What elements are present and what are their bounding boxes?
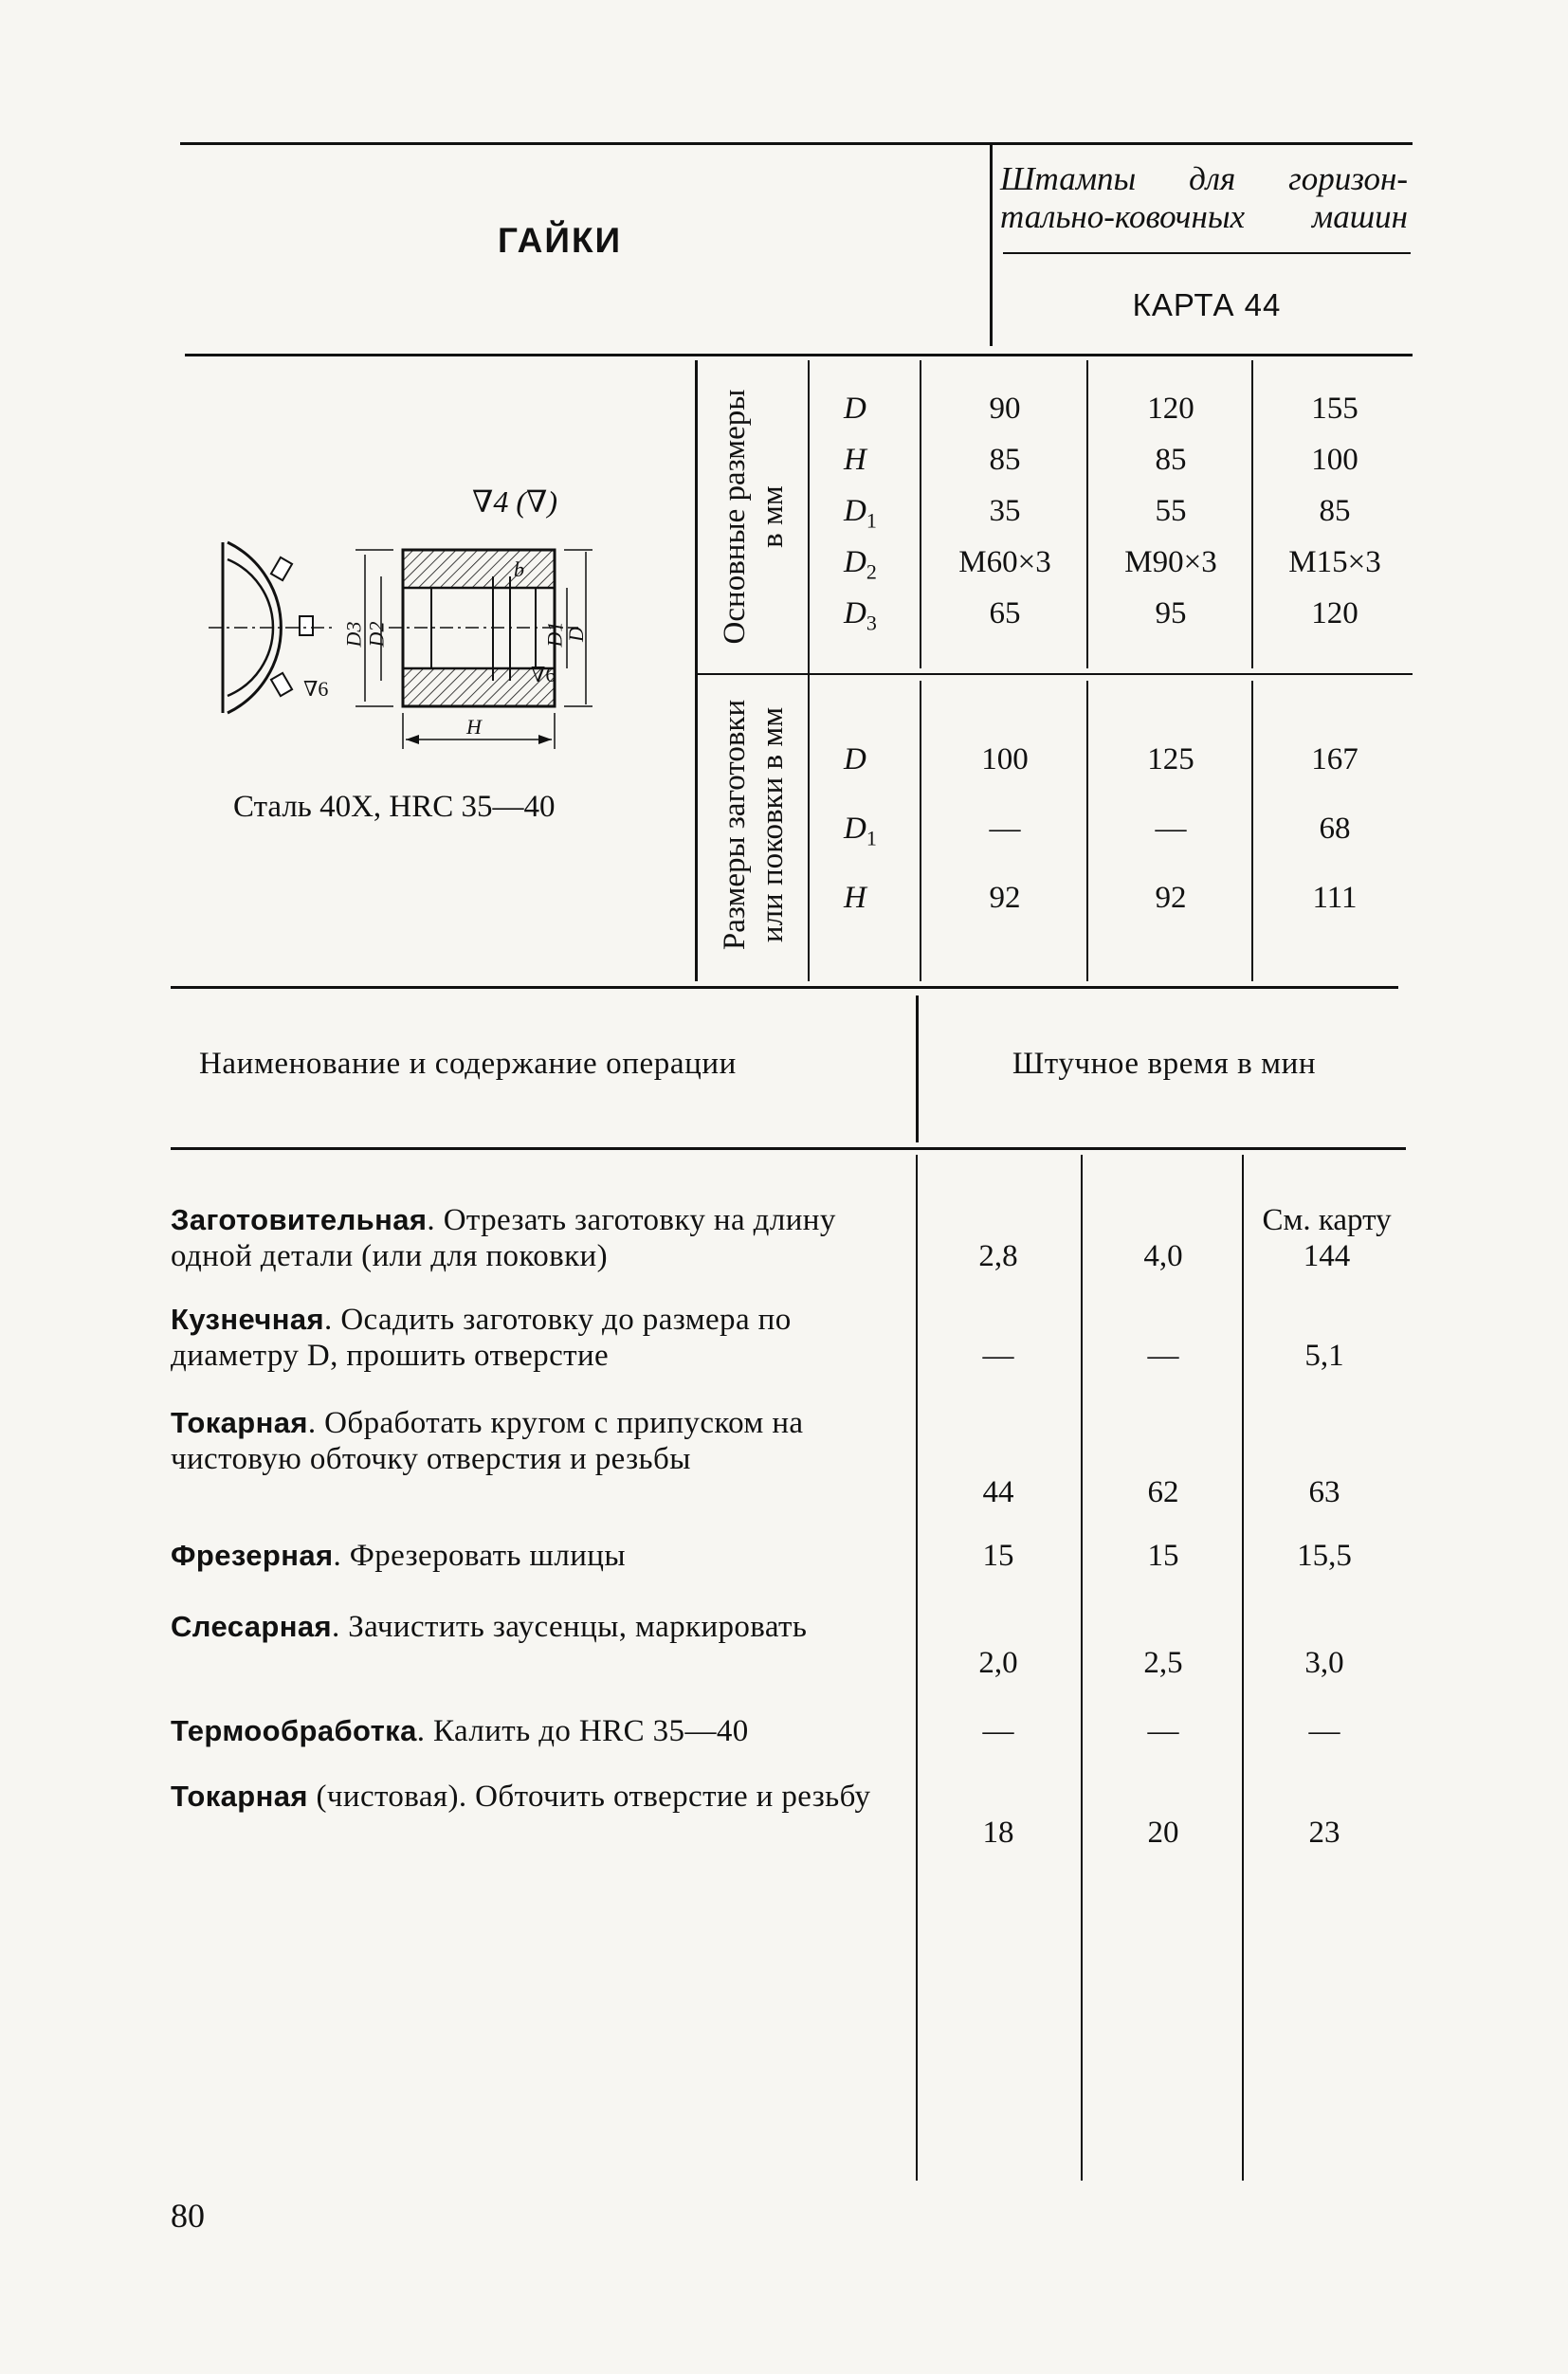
operation-time-cell: —: [1308, 1714, 1340, 1748]
nut-drawing-svg: [209, 465, 654, 777]
dim-value-cell: 120: [1311, 596, 1358, 630]
card-rule: [1003, 252, 1411, 254]
operation-time-cell: 5,1: [1304, 1339, 1344, 1373]
operation-time-cell: 4,0: [1143, 1239, 1183, 1273]
dim-b-label: b: [514, 557, 524, 581]
table-left-border: [695, 360, 698, 981]
operation-time-cell: —: [1147, 1714, 1179, 1748]
col2-divider: [1086, 360, 1088, 668]
operation-time-cell: 15,5: [1297, 1539, 1352, 1573]
operation-time-cell: 2,5: [1143, 1646, 1183, 1680]
operation-name: Слесарная: [171, 1610, 332, 1643]
operation-name: Заготовительная: [171, 1203, 428, 1236]
dim-value-cell: 100: [981, 742, 1029, 776]
operation-name: Термообработка: [171, 1714, 417, 1747]
operation-time-cell: 3,0: [1304, 1646, 1344, 1680]
operation-time-cell: 20: [1147, 1816, 1179, 1850]
dims-group-label: Основные размеры в мм: [718, 389, 790, 645]
dim-symbol-letter: D: [844, 494, 866, 528]
dim-symbol-letter: D: [844, 392, 866, 426]
dim-value-cell: 65: [989, 596, 1021, 630]
operation-time-cell: 15: [1147, 1539, 1179, 1573]
operation-description: . Калить до HRC 35—40: [416, 1714, 749, 1748]
operation-text: [171, 1302, 886, 1374]
dim-symbol: [844, 741, 866, 788]
operation-name: Фрезерная: [171, 1539, 334, 1572]
col1-divider-lower: [920, 681, 921, 981]
roughness-symbol: ∇4 (∇): [472, 484, 557, 519]
dim-h-label: H: [466, 715, 482, 739]
operation-text: [171, 1405, 886, 1477]
dim-value-cell: 85: [989, 443, 1021, 477]
dim-symbol: [844, 391, 866, 437]
dim-symbol-subscript: 1: [866, 826, 877, 850]
col3-divider: [1251, 360, 1253, 668]
operation-time-cell: 63: [1308, 1475, 1340, 1509]
dim-d1-label: D1: [542, 621, 567, 648]
ops-time-header: Штучное время в мин: [1012, 1047, 1317, 1081]
dim-symbol-letter: D: [844, 742, 866, 776]
dim-symbol: [844, 493, 877, 539]
dim-d2-label: D2: [364, 621, 389, 648]
dim-value-cell: M15×3: [1288, 545, 1381, 579]
operation-time-cell: 23: [1308, 1816, 1340, 1850]
operation-text: [171, 1538, 886, 1574]
operation-time-cell: —: [1147, 1339, 1179, 1373]
operation-description: . Зачистить заусенцы, маркировать: [331, 1610, 808, 1644]
header-bottom-rule: [185, 354, 1413, 356]
blank-group-label: Размеры заготовки или поковки в мм: [718, 699, 790, 951]
dim-symbol-subscript: 2: [866, 559, 877, 584]
dims-blank-separator: [697, 673, 1413, 675]
operation-time-cell: См. карту 144: [1262, 1203, 1392, 1273]
top-rule: [180, 142, 1413, 145]
operation-time-cell: 44: [982, 1475, 1014, 1509]
dim-value-cell: M90×3: [1124, 545, 1217, 579]
operation-name: Кузнечная: [171, 1303, 325, 1336]
category-line-2: тально-ковочных машин: [1000, 198, 1408, 235]
page-title: ГАЙКИ: [498, 221, 623, 260]
operation-description: . Фрезеровать шлицы: [333, 1539, 626, 1573]
roughness-v6-right: ∇6: [531, 663, 556, 686]
page-number: 80: [171, 2197, 205, 2235]
dim-d-label: D: [563, 627, 588, 642]
dim-symbol-subscript: 3: [866, 611, 877, 635]
dim-value-cell: 90: [989, 392, 1021, 426]
operation-time-cell: 18: [982, 1816, 1014, 1850]
ops-name-header: Наименование и содержание операции: [199, 1047, 737, 1081]
dim-symbol: [844, 595, 877, 642]
dim-symbol-letter: D: [844, 545, 866, 579]
operation-name: Токарная: [171, 1780, 308, 1813]
col1-divider: [920, 360, 921, 668]
operation-text: [171, 1609, 886, 1645]
operation-time-cell: —: [982, 1714, 1014, 1748]
operation-name: Токарная: [171, 1406, 308, 1439]
material-spec: Сталь 40X, HRC 35—40: [233, 790, 556, 824]
dim-symbol: [844, 442, 866, 488]
ops-header-rule: [171, 1147, 1406, 1150]
dim-value-cell: 35: [989, 494, 1021, 528]
operation-time-cell: 2,0: [978, 1646, 1018, 1680]
dim-symbol: [844, 880, 866, 926]
dim-value-cell: 55: [1155, 494, 1187, 528]
dim-d3-label: D3: [341, 621, 366, 648]
card-number: КАРТА 44: [1132, 287, 1282, 322]
operation-time-cell: 15: [982, 1539, 1014, 1573]
col2-divider-lower: [1086, 681, 1088, 981]
dim-value-cell: M60×3: [958, 545, 1051, 579]
dim-value-cell: 85: [1155, 443, 1187, 477]
dim-value-cell: —: [989, 812, 1021, 846]
operation-time-cell: 2,8: [978, 1239, 1018, 1273]
dim-symbol-letter: H: [844, 443, 866, 477]
operation-text: [171, 1202, 886, 1274]
dim-value-cell: 92: [1155, 881, 1187, 915]
dim-symbol-letter: D: [844, 596, 866, 630]
dim-symbol: [844, 811, 877, 857]
dim-value-cell: 167: [1311, 742, 1358, 776]
dim-value-cell: 111: [1312, 881, 1358, 915]
operation-description: (чистовая). Обточить отверстие и резьбу: [307, 1780, 871, 1814]
dim-symbol-subscript: 1: [866, 508, 877, 533]
dim-symbol-letter: D: [844, 812, 866, 846]
group-label-divider: [808, 360, 810, 981]
col3-divider-lower: [1251, 681, 1253, 981]
header-divider: [990, 142, 993, 346]
dim-value-cell: 85: [1319, 494, 1351, 528]
category-line-1: Штампы для горизон-: [1000, 160, 1408, 197]
dim-value-cell: 155: [1311, 392, 1358, 426]
operation-description: . Обработать кругом с припуском на чистовую обточку отверстия и резьбы: [171, 1406, 804, 1476]
roughness-v6-left: ∇6: [303, 677, 329, 701]
dim-value-cell: 125: [1147, 742, 1194, 776]
operation-text: [171, 1779, 886, 1815]
operation-time-cell: —: [982, 1339, 1014, 1373]
dim-value-cell: 68: [1319, 812, 1351, 846]
dim-value-cell: —: [1155, 812, 1187, 846]
dim-value-cell: 120: [1147, 392, 1194, 426]
dim-symbol-letter: H: [844, 881, 866, 915]
operation-description: . Осадить заготовку до размера по диаметру D, прошить отверстие: [171, 1303, 792, 1373]
dim-symbol: [844, 544, 877, 591]
dim-value-cell: 92: [989, 881, 1021, 915]
nut-drawing: [209, 465, 654, 777]
dim-value-cell: 100: [1311, 443, 1358, 477]
table-bottom-rule: [171, 986, 1398, 989]
dim-value-cell: 95: [1155, 596, 1187, 630]
operation-text: [171, 1713, 886, 1749]
operation-description: . Отрезать заготовку на длину одной детали (или для поковки): [171, 1203, 836, 1273]
operation-time-cell: 62: [1147, 1475, 1179, 1509]
